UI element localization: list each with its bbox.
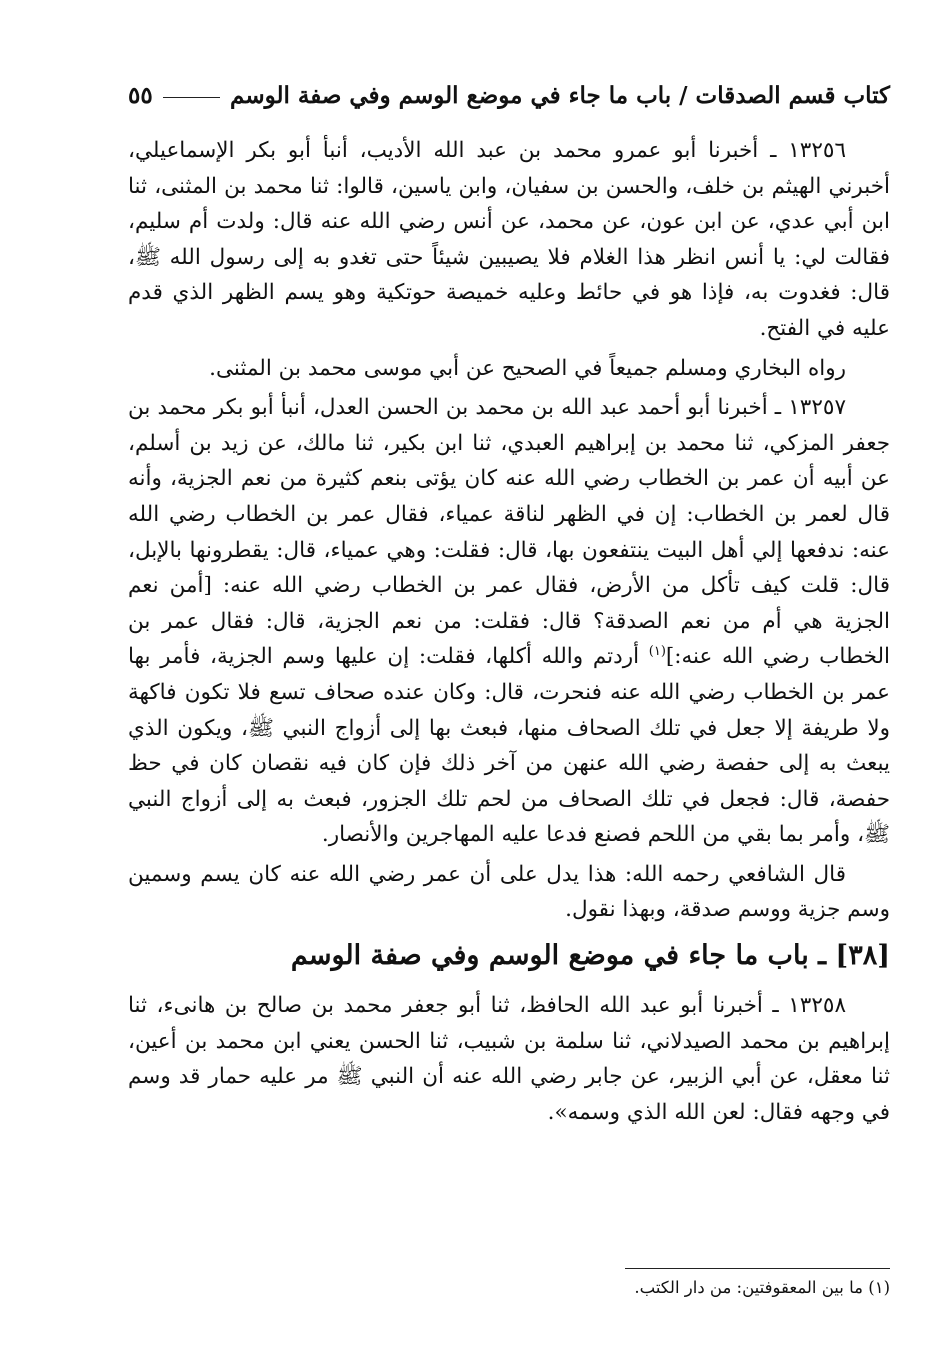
- hadith-13258: ١٣٢٥٨ ـ أخبرنا أبو عبد الله الحافظ، ثنا أبو جعفر محمد بن صالح بن هانىء، ثنا إبراهيم بن محمد الصيدلاني، ثنا سلمة بن شبيب، ثنا الحسن يعني ابن محمد بن أعين، ثنا معقل، عن أبي الزبير، عن جابر رضي الله عنه أن النبي ﷺ مر عليه حمار قد وسم في وجهه فقال: لعن الله الذي وسمه».: [128, 993, 890, 1125]
- main-text: [128, 133, 890, 1130]
- narration-note: رواه البخاري ومسلم جميعاً في الصحيح عن أبي موسى محمد بن المثنى.: [209, 355, 846, 381]
- hadith-13256: ١٣٢٥٦ ـ أخبرنا أبو عمرو محمد بن عبد الله الأديب، أنبأ أبو بكر الإسماعيلي، أخبرني الهيثم بن خلف، والحسن بن سفيان، وابن ياسين، قالوا: ثنا محمد بن المثنى، ثنا ابن أبي عدي، عن ابن عون، عن محمد، عن أنس رضي الله عنه قال: ولدت أم سليم، فقالت لي: يا أنس انظر هذا الغلام فلا يصيبين شيئاً حتى تغدو به إلى رسول الله ﷺ، قال: فغدوت به، فإذا هو في حائط وعليه خميصة حوتكية وهو يسم الظهر الذي قدم عليه في الفتح.: [128, 138, 890, 341]
- running-head: [128, 78, 890, 112]
- hadith-13257: [128, 390, 890, 853]
- shafii-comment: قال الشافعي رحمه الله: هذا يدل على أن عمر رضي الله عنه كان يسم وسمين وسم جزية ووسم صدقة، وبهذا نقول.: [128, 861, 890, 923]
- page-number: ٥٥: [128, 81, 153, 109]
- running-head-rule: [163, 97, 220, 98]
- hadith-13257-text-b: أردتم والله أكلها، فقلت: إن عليها وسم الجزية، فأمر بها عمر بن الخطاب رضي الله عنه فنحرت، قال: وكان عنده صحاف تسع فلا تكون فاكهة ولا طريفة إلا جعل في تلك الصحاف منها، فبعث بها إلى أزواج النبي ﷺ، ويكون الذي يبعث به إلى حفصة رضي الله عنهن من آخر ذلك فإن كان فيه نقصان كان في حظ حفصة، قال: فجعل في تلك الصحاف من لحم تلك الجزور، فبعث به إلى أزواج النبي ﷺ، وأمر بما بقي من اللحم فصنع فدعا عليه المهاجرين والأنصار.: [128, 644, 890, 848]
- hadith-13257-text-a: ١٣٢٥٧ ـ أخبرنا أبو أحمد عبد الله بن محمد بن الحسن العدل، أنبأ أبو بكر محمد بن جعفر المزكي، ثنا محمد بن إبراهيم العبدي، ثنا ابن بكير، ثنا مالك، عن زيد بن أسلم، عن أبيه أن عمر بن الخطاب رضي الله عنه كان يؤتى بنعم كثيرة من نعم الجزية، وأنه قال لعمر بن الخطاب: إن في الظهر لناقة عمياء، فقال عمر بن الخطاب رضي الله عنه: ندفعها إلي أهل البيت ينتفعون بها، قال: فقلت: وهي عمياء، قال: يقطرونها بالإبل، قال: قلت كيف تأكل من الأرض، فقال عمر بن الخطاب رضي الله عنه: [أمن نعم الجزية هي أم من نعم الصدقة؟ قال: فقلت: من نعم الجزية، قال: فقال عمر بن الخطاب رضي الله عنه:]: [128, 395, 890, 670]
- running-head-title: كتاب قسم الصدقات / باب ما جاء في موضع الوسم وفي صفة الوسم: [230, 81, 890, 109]
- footnote-divider: [625, 1268, 890, 1269]
- chapter-heading: [٣٨] ـ باب ما جاء في موضع الوسم وفي صفة الوسم: [290, 940, 890, 972]
- footnote: (١) ما بين المعقوفتين: من دار الكتب.: [634, 1278, 890, 1297]
- footnote-marker: (١): [648, 644, 666, 660]
